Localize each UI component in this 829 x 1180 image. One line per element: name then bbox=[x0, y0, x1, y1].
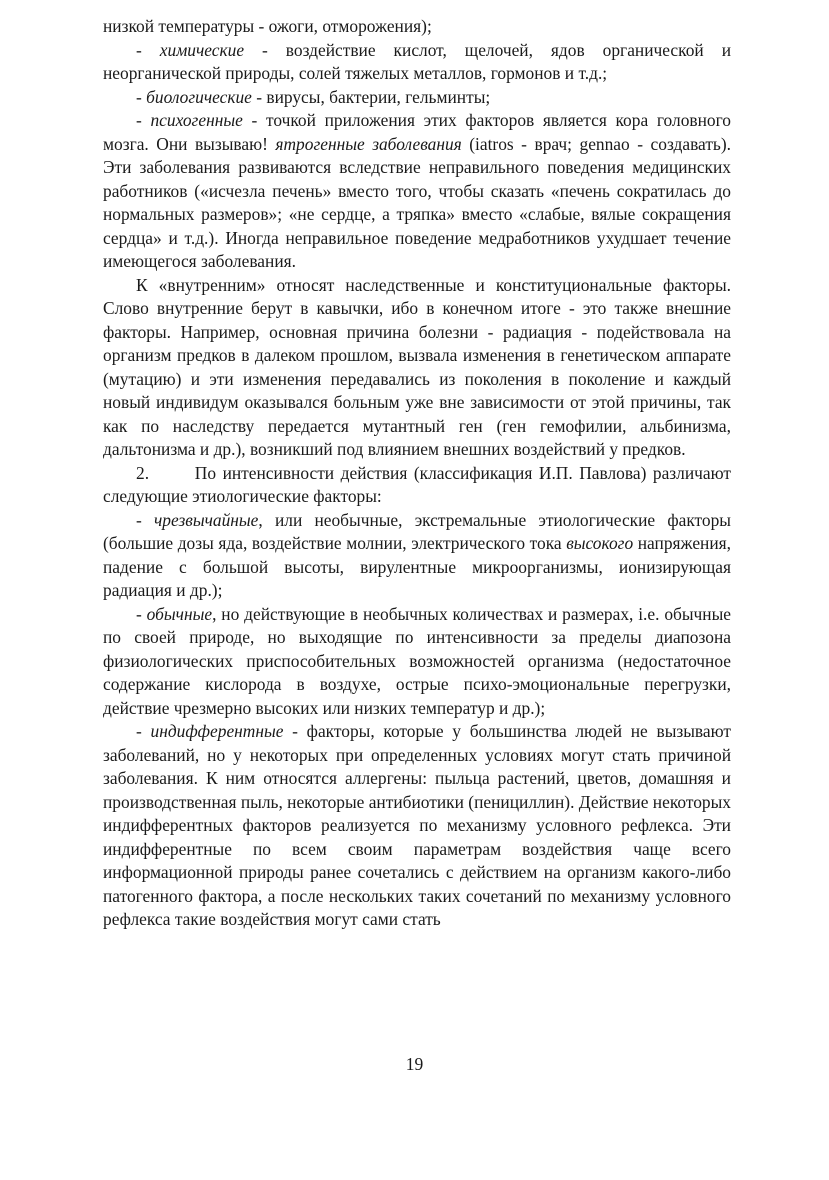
term-italic: высокого bbox=[566, 533, 634, 553]
term-italic: психогенные bbox=[150, 110, 243, 130]
paragraph-psychogenic-factors bbox=[103, 109, 731, 274]
list-number: 2. bbox=[136, 462, 150, 483]
text-run: - факторы, которые у большинства людей не вызывают заболеваний, но у некоторых при определенных условиях могут стать причиной заболевания. К ним относятся аллергены: пыльца растений, цветов, домашняя и производственная пыль, некоторые антибиотики (пенициллин). Действие некоторых индифферентных факторов реализуется по механизму условного рефлекса. Эти индифферентные по всем своим параметрам воздействия чаще всего информационной природы ранее сочетались с действием на организм какого-либо патогенного фактора, а после нескольких таких сочетаний по механизму условного рефлекса такие воздействия могут сами стать bbox=[103, 721, 731, 929]
paragraph-biological-factors bbox=[103, 86, 731, 110]
term-italic: биологические bbox=[146, 86, 252, 107]
text-run: - bbox=[136, 39, 160, 60]
paragraph-continuation bbox=[103, 15, 731, 39]
text-run: - bbox=[136, 603, 147, 624]
text-run: - bbox=[136, 509, 154, 530]
paragraph-indifferent-factors bbox=[103, 720, 731, 932]
text-run: (iatros - врач; gennao - создавать). Эти заболевания развиваются вследствие неправильного поведения медицинских работников («исчезла печень» вместо того, чтобы сказать «печень сократилась до нормальных размеров»; «не сердце, а тряпка» вместо «слабые, вялые сокращения сердца» и т.д.). Иногда неправильное поведение медработников ухудшает течение имеющегося заболевания. bbox=[103, 133, 731, 271]
text-run: - воздействие кислот, щелочей, ядов органической и неорганической природы, солей тяжелых металлов, гормонов и т.д.; bbox=[103, 39, 731, 83]
text-run: - вирусы, бактерии, гельминты; bbox=[251, 86, 491, 107]
term-italic: индифферентные bbox=[150, 721, 284, 741]
paragraph-ordinary-factors bbox=[103, 603, 731, 721]
term-italic: ятрогенные заболевания bbox=[275, 133, 462, 154]
text-run: По интенсивности действия (классификация И.П. Павлова) различают следующие этиологические факторы: bbox=[103, 462, 731, 506]
term-italic: химические bbox=[159, 39, 245, 60]
body-text bbox=[103, 15, 731, 932]
text-run: - bbox=[136, 721, 151, 741]
text-run: К «внутренним» относят наследственные и конституциональные факторы. Слово внутренние берут в кавычки, ибо в конечном итоге - это также внешние факторы. Например, основная причина болезни - радиация - подействовала на организм предков в далеком прошлом, вызвала изменения в генетическом аппарате (мутацию) и эти изменения передавались из поколения в поколение и каждый новый индивидум оказывался больным уже вне зависимости от этой причины, так как по наследству передается мутантный ген (ген гемофилии, альбинизма, дальтонизма и др.), возникший под влиянием внешних воздействий у предков. bbox=[103, 274, 731, 459]
text-run: , или необычные, экстремальные этиологические факторы (большие дозы яда, воздействие молнии, электрического тока bbox=[103, 509, 731, 553]
page-number: 19 bbox=[405, 1054, 424, 1074]
text-run: - точкой приложения этих факторов является кора головного мозга. Они вызываю! bbox=[103, 110, 731, 154]
paragraph-internal-factors bbox=[103, 274, 731, 462]
term-italic: обычные bbox=[146, 603, 213, 624]
term-italic: чрезвычайные bbox=[154, 509, 259, 530]
text-run: , но действующие в необычных количествах и размерах, i.e. обычные по своей природе, но выходящие по интенсивности за пределы диапозона физиологических приспособительных возможностей организма (недостаточное содержание кислорода в воздухе, острые психо-эмоциональные перегрузки, действие чрезмерно высоких или низких температур и др.); bbox=[103, 603, 732, 718]
text-run: - bbox=[136, 86, 147, 107]
text-run: напряжения, падение с большой высоты, вирулентные микроорганизмы, ионизирующая радиация и др.); bbox=[103, 533, 731, 600]
text-run: - bbox=[136, 110, 151, 130]
paragraph-chemical-factors bbox=[103, 39, 731, 86]
paragraph-extreme-factors bbox=[103, 509, 731, 603]
paragraph-intensity-classification bbox=[103, 462, 731, 509]
text-run: низкой температуры - ожоги, отморожения); bbox=[103, 16, 432, 36]
